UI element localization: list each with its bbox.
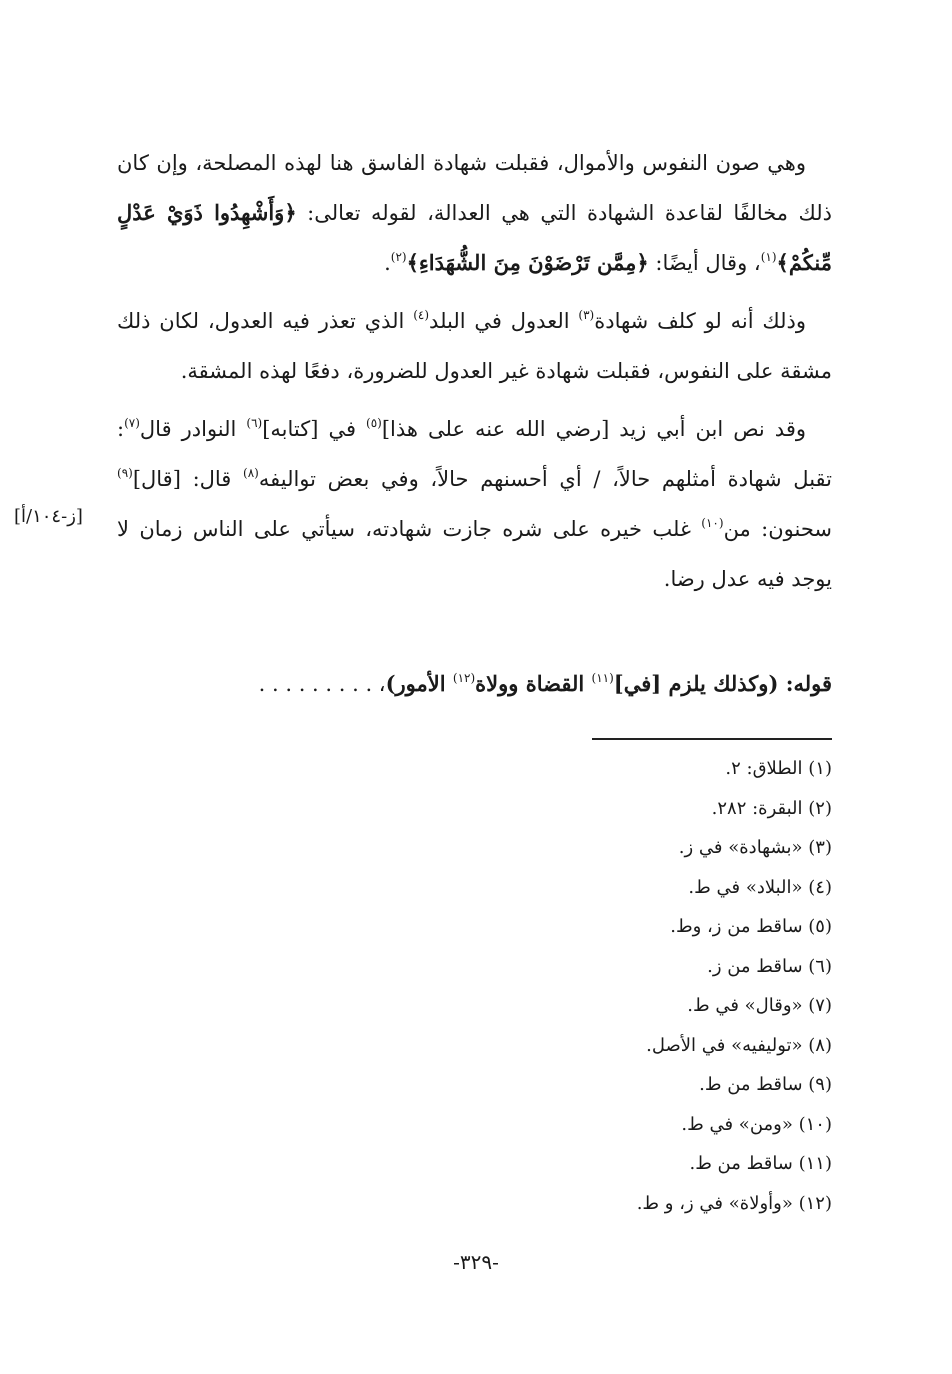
footnote-ref-7: (٧) [124,416,140,430]
footnote-4: (٤) «البلاد» في ط. [688,876,832,898]
footnote-ref-3: (٣) [578,308,595,322]
p1-text-start: وهي صون النفوس والأموال، فقبلت شهادة الفاسق هنا لهذه المصلحة، وإن كان ذلك مخالفًا لقاعدة الشهادة التي هي العدالة، لقوله تعالى: [117,151,832,225]
footnote-11: (١١) ساقط من ط. [689,1153,832,1174]
footnote-ref-5: (٥) [366,416,382,430]
paragraph-3 [117,404,832,604]
page-number: -٣٢٩- [453,1250,499,1274]
footnote-12: (١٢) «وأولاة» في ز، و ط. [636,1192,832,1214]
qawluh-text-b: القضاة وولاة [475,671,592,696]
footnote-separator [592,738,832,740]
qawluh-dots: ، . . . . . . . . . [258,672,386,696]
qawluh-text-c: الأمور) [385,671,453,696]
footnote-ref-10: (١٠) [701,516,724,530]
footnote-ref-8: (٨) [243,466,259,480]
p1-text-mid: ، وقال أيضًا: [648,251,761,275]
qawluh-lead: قوله: [778,671,832,696]
p3-text-f: سحنون: من [723,517,832,541]
paragraph-2 [117,296,832,396]
p3-text-d: : تقبل شهادة أمثلهم حالاً، / أي أحسنهم حالاً، وفي بعض تواليفه [117,417,832,491]
footnote-ref-9: (٩) [117,466,133,480]
footnote-7: (٧) «وقال» في ط. [687,995,832,1016]
footnote-5: (٥) ساقط من ز، وط. [670,916,832,937]
p3-text-b: في [كتابه] [262,417,367,441]
manuscript-folio-note: [ز-١٠٤/أ] [14,506,83,527]
footnote-8: (٨) «توليفيه» في الأصل. [646,1034,832,1056]
p1-text-end: . [384,251,391,275]
quran-verse-1: ﴿وَأَشْهِدُوا ذَوَيْ عَدْلٍ مِّنكُمْ﴾ [117,200,832,275]
footnote-9: (٩) ساقط من ط. [699,1074,832,1095]
footnote-1: (١) الطلاق: ٢. [725,758,832,779]
footnote-ref-12: (١٢) [452,671,476,685]
footnote-ref-4: (٤) [413,308,430,322]
footnote-6: (٦) ساقط من ز. [707,955,832,977]
p3-text-e: قال: [قال] [132,467,244,491]
p2-text-b: العدول في البلد [429,309,579,333]
footnote-3: (٣) «بشهادة» في ز. [678,837,832,858]
footnote-ref-2: (٢) [390,250,407,264]
p2-text-a: وذلك أنه لو كلف شهادة [594,309,806,333]
p3-text-c: النوادر قال [139,417,247,441]
qawluh-text-a: (وكذلك يلزم [في] [613,671,779,696]
p3-text-g: غلب خيره على شره جازت شهادته، سيأتي على الناس زمان لا يوجد فيه عدل رضا. [117,517,832,591]
footnote-2: (٢) البقرة: ٢٨٢. [711,797,832,819]
footnote-10: (١٠) «ومن» في ط. [681,1113,832,1135]
footnote-ref-1: (١) [760,250,777,264]
p2-text-c: الذي تعذر فيه العدول، لكان ذلك مشقة على النفوس، فقبلت شهادة غير العدول للضرورة، دفعًا لهذه المشقة. [117,309,832,383]
footnote-ref-6: (٦) [246,416,263,430]
quran-verse-2: ﴿مِمَّن تَرْضَوْنَ مِنَ الشُّهَدَاءِ﴾ [406,250,649,275]
main-text [117,138,832,612]
footnotes-list [332,754,832,1228]
p3-text-a: وقد نص ابن أبي زيد [رضي الله عنه على هذا] [381,417,806,441]
paragraph-1 [117,138,832,288]
commentary-heading [117,662,832,706]
footnote-ref-11: (١١) [591,671,614,685]
